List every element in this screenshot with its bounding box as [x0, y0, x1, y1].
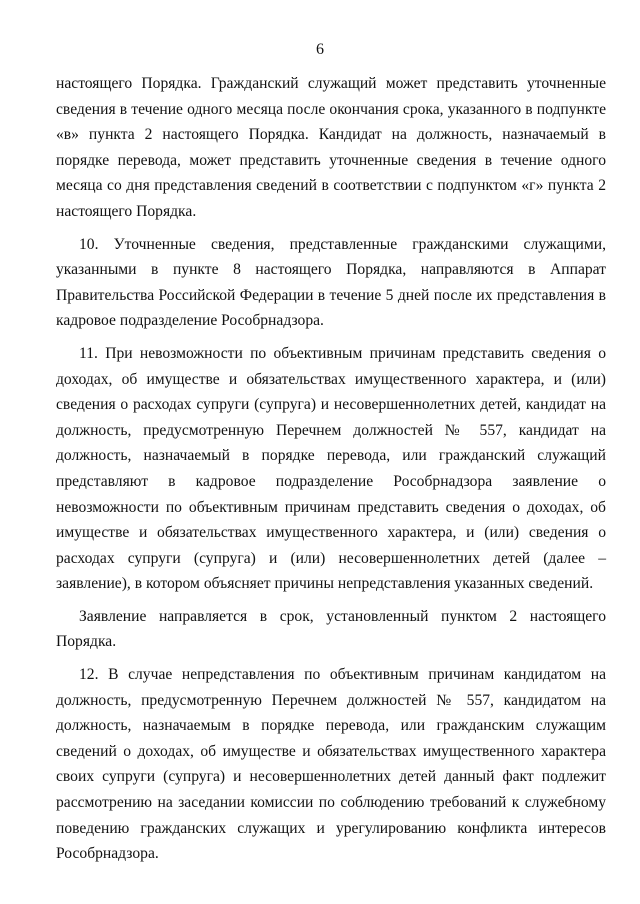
paragraph-item-11: 11. При невозможности по объективным причинам представить сведения о доходах, об имуществе и обязательствах имущественного характера, и (или) сведения о расходах супруги (супруга) и несовершеннолетних детей, кандидат на должность, предусмотренную Перечнем должностей № 557, кандидат на должность, назначаемый в порядке перевода, или гражданский служащий представляют в кадровое подразделение Рособрнадзора заявление о невозможности по объективным причинам представить сведения о доходах, об имуществе и обязательствах имущественного характера, и (или) сведения о расходах супруги (супруга) и (или) несовершеннолетних детей (далее – заявление), в котором объясняет причины непредставления указанных сведений.	[56, 344, 606, 593]
paragraph-application-deadline: Заявление направляется в срок, установленный пунктом 2 настоящего Порядка.	[56, 607, 606, 651]
paragraph-item-10: 10. Уточненные сведения, представленные гражданскими служащими, указанными в пункте 8 настоящего Порядка, направляются в Аппарат Правительства Российской Федерации в течение 5 дней после их представления в кадровое подразделение Рособрнадзора.	[56, 235, 606, 330]
page-number: 6	[316, 41, 324, 58]
paragraph-continuation: настоящего Порядка. Гражданский служащий может представить уточненные сведения в течение одного месяца после окончания срока, указанного в подпункте «в» пункта 2 настоящего Порядка. Кандидат на должность, назначаемый в порядке перевода, может представить уточненные сведения в течение одного месяца со дня представления сведений в соответствии с подпунктом «г» пункта 2 настоящего Порядка.	[56, 75, 606, 220]
paragraph-item-12: 12. В случае непредставления по объективным причинам кандидатом на должность, предусмотренную Перечнем должностей № 557, кандидатом на должность, назначаемым в порядке перевода, или гражданским служащим сведений о доходах, об имуществе и обязательствах имущественного характера своих супруги (супруга) и несовершеннолетних детей данный факт подлежит рассмотрению на заседании комиссии по соблюдению требований к служебному поведению гражданских служащих и урегулированию конфликта интересов Рособрнадзора.	[56, 666, 606, 863]
document-body	[56, 71, 606, 874]
